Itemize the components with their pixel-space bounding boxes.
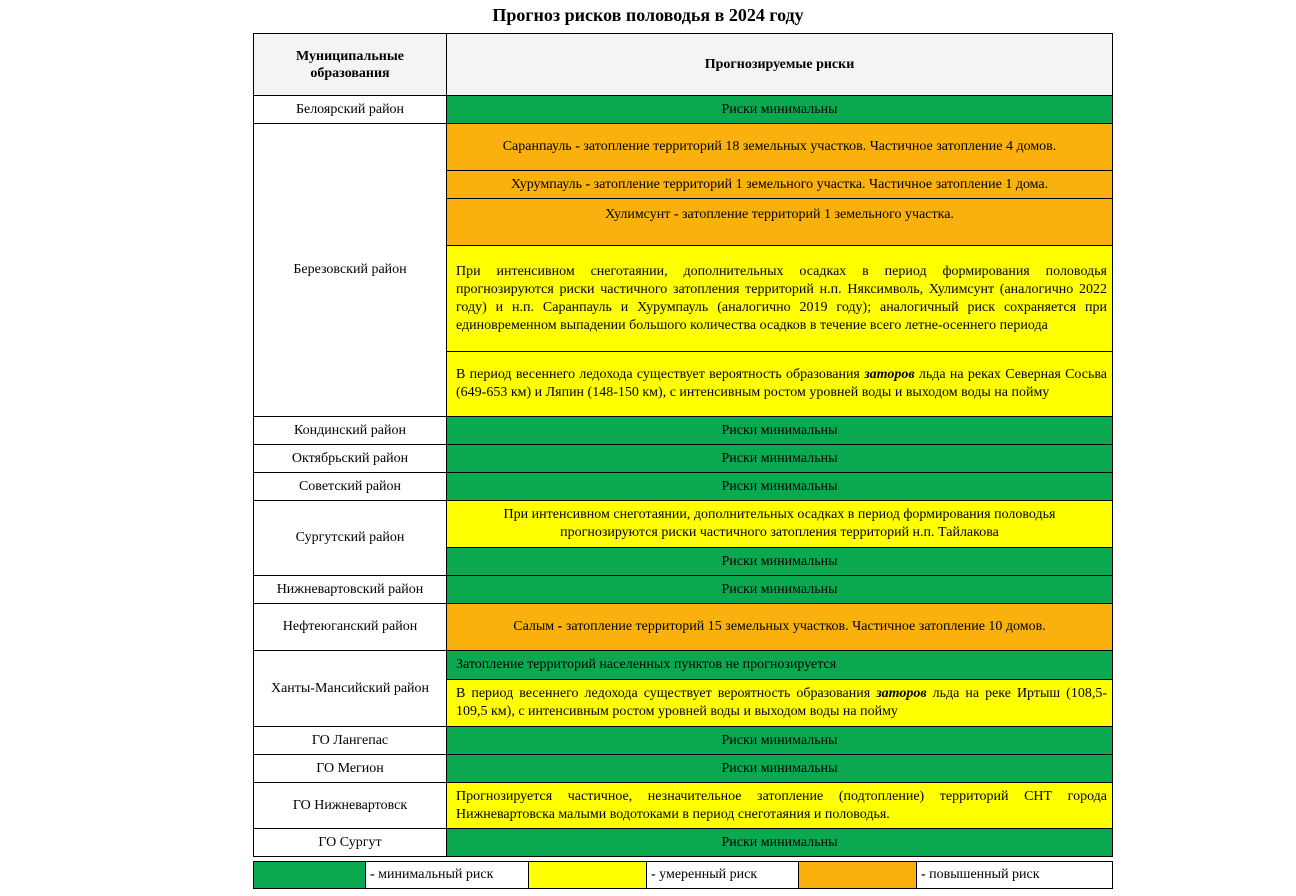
table-row	[254, 124, 1113, 171]
legend-label-moderate: - умеренный риск	[647, 862, 799, 889]
table-row	[254, 96, 1113, 124]
risk-cell-minimal: Риски минимальны	[447, 755, 1113, 783]
municipality-name: ГО Мегион	[254, 755, 447, 783]
legend	[253, 861, 1113, 889]
legend-swatch-elevated	[799, 862, 917, 889]
risk-cell-moderate: При интенсивном снеготаянии, дополнительных осадках в период формирования половодья прогнозируются риски частичного затопления территорий н.п. Няксимволь, Хулимсунт (аналогично 2022 году) и н.п. Саранпауль и Хурумпауль (аналогично 2019 году); аналогичный риск сохраняется при единовременном выпадении большого количества осадков в течение всего летне-осеннего периода	[447, 246, 1113, 352]
municipality-name: Октябрьский район	[254, 445, 447, 473]
table-row	[254, 604, 1113, 651]
risk-cell-moderate: Прогнозируется частичное, незначительное затопление (подтопление) территорий СНТ города Нижневартовска малыми водотоками в период снеготаяния и половодья.	[447, 783, 1113, 829]
table-row	[254, 727, 1113, 755]
settlement-name: Салым	[513, 619, 555, 634]
table-row	[254, 445, 1113, 473]
settlement-name: Хурумпауль	[510, 176, 582, 192]
table-row	[254, 473, 1113, 501]
risk-cell-minimal: Затопление территорий населенных пунктов не прогнозируется	[447, 651, 1113, 680]
municipality-name: ГО Нижневартовск	[254, 783, 447, 829]
risk-cell-minimal: Риски минимальны	[447, 727, 1113, 755]
table-row	[254, 417, 1113, 445]
risk-cell-elevated: Саранпауль - затопление территорий 18 земельных участков. Частичное затопление 4 домов.	[447, 124, 1113, 171]
risk-cell-minimal: Риски минимальны	[447, 473, 1113, 501]
municipality-name: Нефтеюганский район	[254, 604, 447, 651]
risk-cell-moderate: В период весеннего ледохода существует вероятность образования заторов льда на реках Северная Сосьва (649-653 км) и Ляпин (148-150 км), с интенсивным ростом уровней воды и выходом воды на пойму	[447, 352, 1113, 417]
municipality-name: ГО Лангепас	[254, 727, 447, 755]
municipality-name: Сургутский район	[254, 501, 447, 576]
table-row	[254, 576, 1113, 604]
table-row	[254, 755, 1113, 783]
legend-label-minimal: - минимальный риск	[366, 862, 529, 889]
municipality-name: Кондинский район	[254, 417, 447, 445]
risk-cell-minimal: Риски минимальны	[447, 445, 1113, 473]
risk-cell-moderate: В период весеннего ледохода существует вероятность образования заторов льда на реке Иртыш (108,5-109,5 км), с интенсивным ростом уровней воды и выходом воды на пойму	[447, 680, 1113, 727]
legend-label-elevated: - повышенный риск	[917, 862, 1113, 889]
header-risks: Прогнозируемые риски	[447, 34, 1113, 96]
risk-cell-elevated: Хулимсунт - затопление территорий 1 земельного участка.	[447, 199, 1113, 246]
municipality-name: Нижневартовский район	[254, 576, 447, 604]
table-header-row	[254, 34, 1113, 96]
settlement-name: Саранпауль	[502, 139, 572, 154]
table-row	[254, 783, 1113, 829]
municipality-name: Советский район	[254, 473, 447, 501]
page-title: Прогноз рисков половодья в 2024 году	[492, 5, 804, 25]
table-row	[254, 501, 1113, 548]
risk-cell-minimal: Риски минимальны	[447, 417, 1113, 445]
settlement-name: Хулимсунт	[605, 207, 671, 222]
risk-cell-moderate: При интенсивном снеготаянии, дополнительных осадках в период формирования половодья прогнозируются риски частичного затопления территорий н.п. Тайлакова	[447, 501, 1113, 548]
risk-cell-minimal: Риски минимальны	[447, 576, 1113, 604]
legend-swatch-moderate	[529, 862, 647, 889]
municipality-name: Ханты-Мансийский район	[254, 651, 447, 727]
header-municipalities: Муниципальные образования	[254, 34, 447, 96]
table-row	[254, 651, 1113, 680]
risk-cell-elevated: Салым - затопление территорий 15 земельных участков. Частичное затопление 10 домов.	[447, 604, 1113, 651]
risk-cell-minimal: Риски минимальны	[447, 548, 1113, 576]
risk-cell-minimal: Риски минимальны	[447, 829, 1113, 857]
legend-swatch-minimal	[254, 862, 366, 889]
risk-cell-minimal: Риски минимальны	[447, 96, 1113, 124]
municipality-name: ГО Сургут	[254, 829, 447, 857]
municipality-name: Белоярский район	[254, 96, 447, 124]
risk-cell-elevated: Хурумпауль - затопление территорий 1 земельного участка. Частичное затопление 1 дома.	[447, 171, 1113, 199]
risk-table	[253, 33, 1113, 857]
table-row	[254, 829, 1113, 857]
municipality-name: Березовский район	[254, 124, 447, 417]
